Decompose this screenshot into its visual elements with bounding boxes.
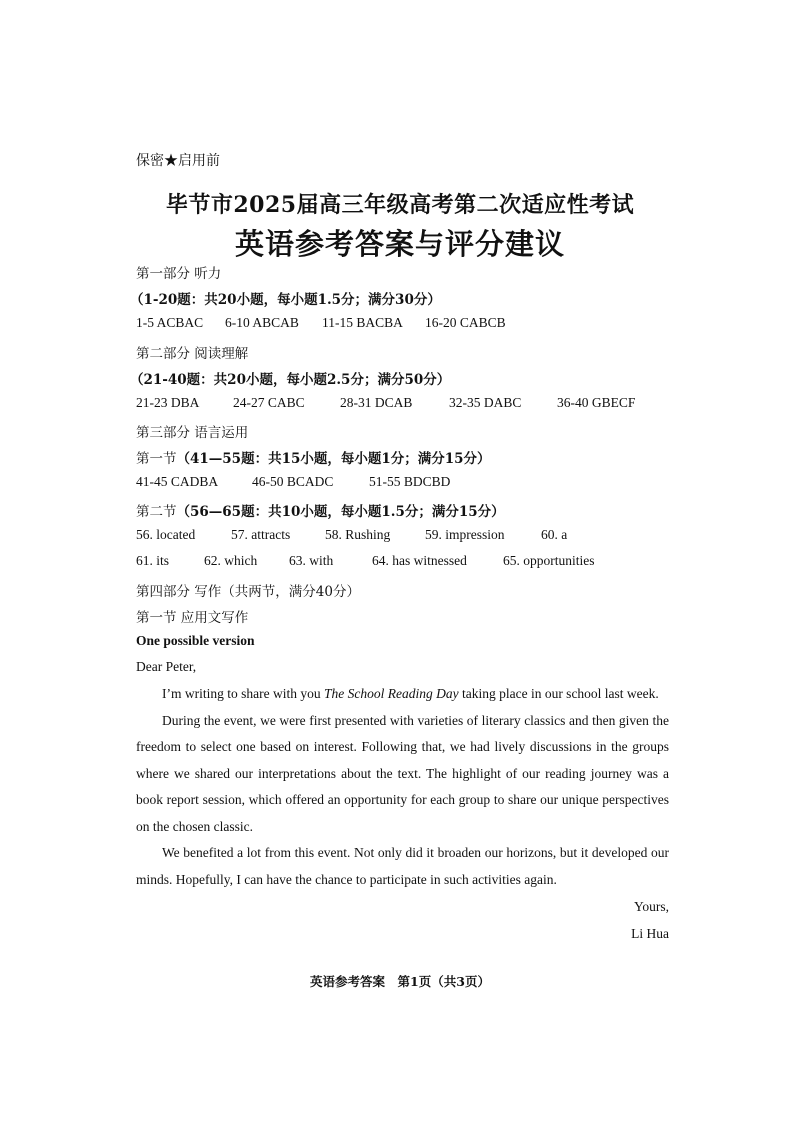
- answer-item: 56. located: [136, 527, 196, 542]
- answer-item: 62. which: [204, 553, 258, 568]
- essay-text: taking place in our school last week.: [458, 686, 659, 701]
- signature: Li Hua: [631, 926, 669, 941]
- part3-section2: [136, 500, 505, 520]
- answer-item: 61. its: [136, 553, 170, 568]
- answer-group: 6-10 ABCAB: [225, 315, 299, 330]
- answer-item: 63. with: [289, 553, 334, 568]
- essay-paragraph: We benefited a lot from this event. Not only did it broaden our horizons, but it developed our minds. Hopefully, I can have the chance to participate in such activities again.: [136, 845, 669, 887]
- essay-text: I’m writing to share with you: [162, 686, 324, 701]
- answer-group: 36-40 GBECF: [557, 395, 636, 410]
- closing: Yours,: [633, 899, 669, 914]
- answer-item: 59. impression: [425, 527, 505, 542]
- answer-item: 64. has witnessed: [372, 553, 467, 568]
- part4-section1: 第一节 应用文写作: [136, 610, 249, 626]
- sample-essay: [136, 681, 669, 893]
- answer-group: 32-35 DABC: [449, 395, 522, 410]
- document-title: 英语参考答案与评分建议: [234, 227, 565, 261]
- answer-item: 58. Rushing: [325, 527, 391, 542]
- essay-paragraph: During the event, we were first presented with varieties of literary classics and then given the freedom to select one based on interest. Following that, we had lively discussions in the groups where we shared our interpretations about the text. The highlight of our reading journey was a book report session, which offered an opportunity for each group to share our unique perspectives on the chosen classic.: [136, 712, 669, 834]
- answer-group: 1-5 ACBAC: [136, 315, 204, 330]
- answer-group: 28-31 DCAB: [340, 395, 413, 410]
- answer-group: 41-45 CADBA: [136, 474, 219, 489]
- section-note: （56—65题：共10小题，每小题1.5分；满分15分）: [176, 504, 505, 520]
- salutation: Dear Peter,: [136, 659, 197, 674]
- event-title: The School Reading Day: [323, 686, 459, 701]
- part3-section1: [136, 447, 491, 467]
- part2-note: （21-40题：共20小题，每小题2.5分；满分50分）: [130, 372, 451, 388]
- part4-heading: 第四部分 写作（共两节，满分40分）: [136, 584, 360, 600]
- part2-heading: 第二部分 阅读理解: [136, 346, 249, 362]
- confidential-mark: 保密★启用前: [136, 153, 220, 169]
- section-label: 第二节: [136, 504, 177, 520]
- answer-group: 21-23 DBA: [136, 395, 200, 410]
- section-note: （41—55题：共15小题，每小题1分；满分15分）: [176, 451, 491, 467]
- section-label: 第一节: [136, 451, 177, 467]
- answer-item: 57. attracts: [231, 527, 291, 542]
- page-footer: 英语参考答案 第1页（共3页）: [310, 974, 490, 989]
- part3-heading: 第三部分 语言运用: [136, 425, 249, 441]
- answer-group: 51-55 BDCBD: [369, 474, 451, 489]
- answer-group: 24-27 CABC: [233, 395, 305, 410]
- answer-group: 46-50 BCADC: [252, 474, 334, 489]
- answer-item: 60. a: [541, 527, 568, 542]
- essay-paragraph: [136, 681, 669, 708]
- exam-title: 毕节市2025届高三年级高考第二次适应性考试: [165, 192, 635, 218]
- answer-item: 65. opportunities: [503, 553, 595, 568]
- version-label: One possible version: [136, 633, 255, 648]
- answer-group: 11-15 BACBA: [322, 315, 403, 330]
- part1-heading: 第一部分 听力: [136, 266, 222, 282]
- part1-note: （1-20题：共20小题，每小题1.5分；满分30分）: [130, 292, 441, 308]
- answer-group: 16-20 CABCB: [425, 315, 506, 330]
